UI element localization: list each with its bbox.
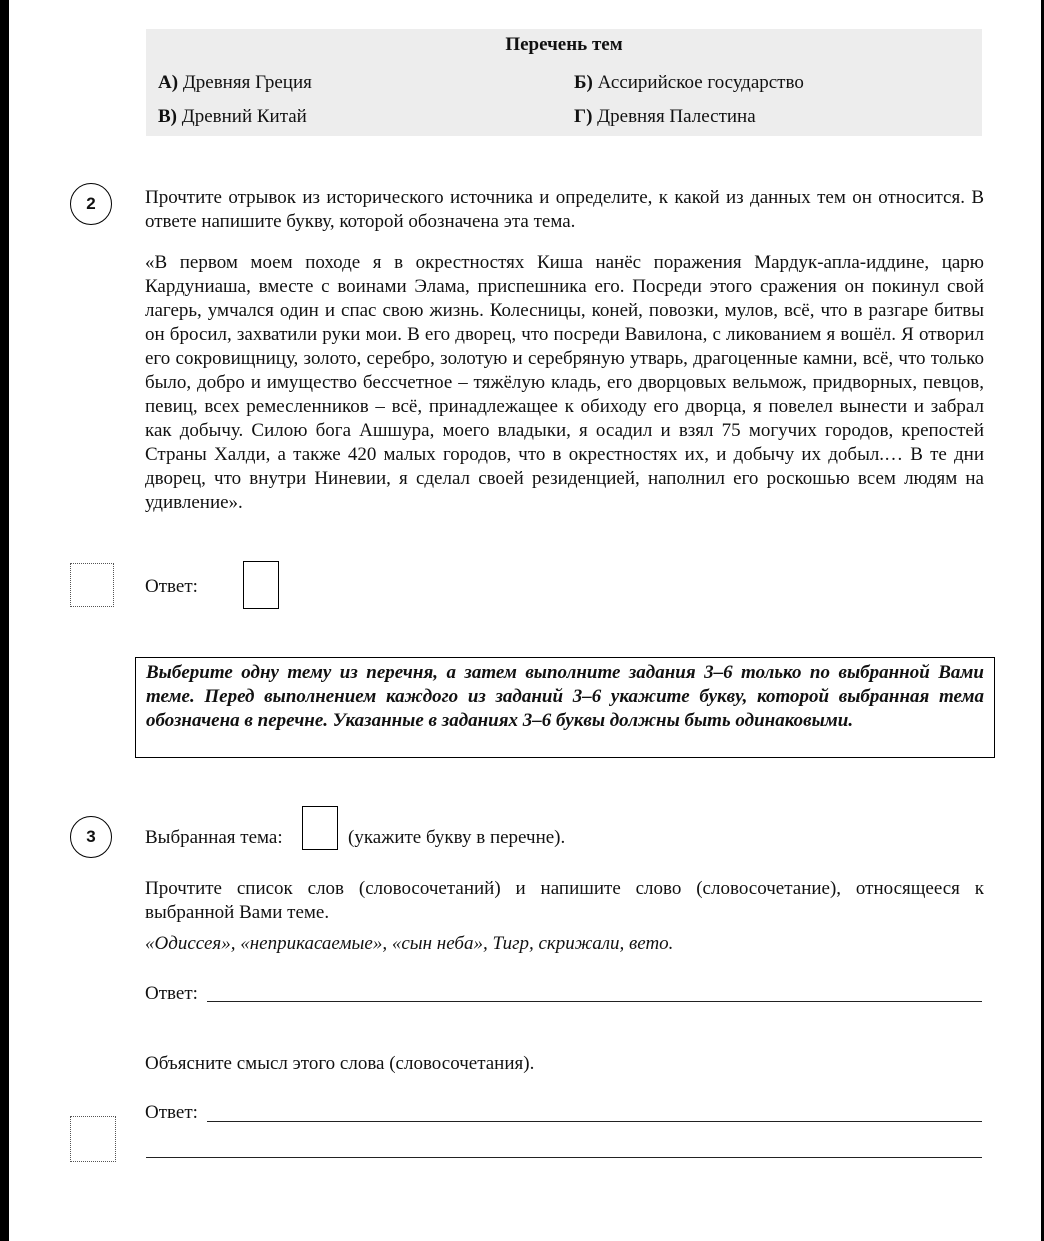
- chosen-topic-box[interactable]: [302, 806, 338, 850]
- task3-answer-label-2: Ответ:: [145, 1102, 198, 1123]
- topic-a: [158, 72, 312, 94]
- topic-letter: Г): [574, 106, 593, 127]
- topic-text: Древняя Палестина: [597, 106, 756, 127]
- instruction-box: Выберите одну тему из перечня, а затем выполните задания 3–6 только по выбранной Вами теме. Перед выполнением каждого из заданий 3–6 укажите букву, которой выбранная тема обозначена в перечне. Указанные в заданиях 3–6 буквы должны быть одинаковыми.: [135, 657, 995, 758]
- chosen-topic-label: Выбранная тема:: [145, 827, 283, 848]
- topics-panel: [146, 29, 982, 136]
- task-number-2: 2: [70, 183, 112, 225]
- task3-words: «Одиссея», «неприкасаемые», «сын неба», Тигр, скрижали, вето.: [145, 933, 674, 954]
- topic-letter: В): [158, 106, 177, 127]
- score-box-3[interactable]: [70, 1116, 116, 1162]
- topic-v: [158, 106, 307, 128]
- task2-prompt: Прочтите отрывок из исторического источника и определите, к какой из данных тем он относится. В ответе напишите букву, которой обозначена эта тема.: [145, 187, 984, 232]
- task3-prompt: Прочтите список слов (словосочетаний) и напишите слово (словосочетание), относящееся к выбранной Вами теме.: [145, 878, 984, 923]
- task3-answer-label-1: Ответ:: [145, 983, 198, 1004]
- topic-letter: А): [158, 72, 179, 93]
- topic-text: Древний Китай: [181, 106, 307, 127]
- task2-answer-box[interactable]: [243, 561, 279, 609]
- chosen-topic-hint: (укажите букву в перечне).: [348, 827, 566, 848]
- task-number-3: 3: [70, 816, 112, 858]
- page-edge-left: [0, 0, 9, 1241]
- score-box-2[interactable]: [70, 563, 114, 607]
- topic-text: Древняя Греция: [182, 72, 312, 93]
- answer-line-1[interactable]: [207, 1001, 982, 1002]
- answer-line-2[interactable]: [207, 1121, 982, 1122]
- topic-letter: Б): [574, 72, 593, 93]
- answer-line-3[interactable]: [146, 1157, 982, 1158]
- topic-b: [574, 72, 804, 94]
- topic-text: Ассирийское государство: [597, 72, 804, 93]
- topics-title: Перечень тем: [505, 34, 623, 55]
- explain-prompt: Объясните смысл этого слова (словосочетания).: [145, 1053, 535, 1074]
- task2-answer-label: Ответ:: [145, 576, 198, 597]
- task2-excerpt: «В первом моем походе я в окрестностях Киша нанёс поражения Мардук-апла-иддине, царю Кардуниаша, вместе с воинами Элама, приспешника его. Посреди этого сражения он покинул свой лагерь, умчался один и спас свою жизнь. Колесницы, коней, повозки, мулов, всё, что в разгаре битвы он бросил, захватили руки мои. В его дворец, что посреди Вавилона, с ликованием я вошёл. Я отворил его сокровищницу, золото, серебро, золотую и серебряную утварь, драгоценные камни, всё, что только было, добро и имущество бессчетное – тяжёлую кладь, его дворцовых вельмож, придворных, певцов, певиц, всех ремесленников – всё, принадлежащее к обиходу его дворца, я повелел вынести и забрал как добычу. Силою бога Ашшура, моего владыки, я осадил и взял 75 могучих городов, крепостей Страны Халди, а также 420 малых городов, что в окрестностях их, и добычу их добыл.… В те дни дворец, что внутри Ниневии, я сделал своей резиденцией, наполнил его роскошью всем людям на удивление».: [145, 252, 984, 513]
- topic-g: [574, 106, 756, 128]
